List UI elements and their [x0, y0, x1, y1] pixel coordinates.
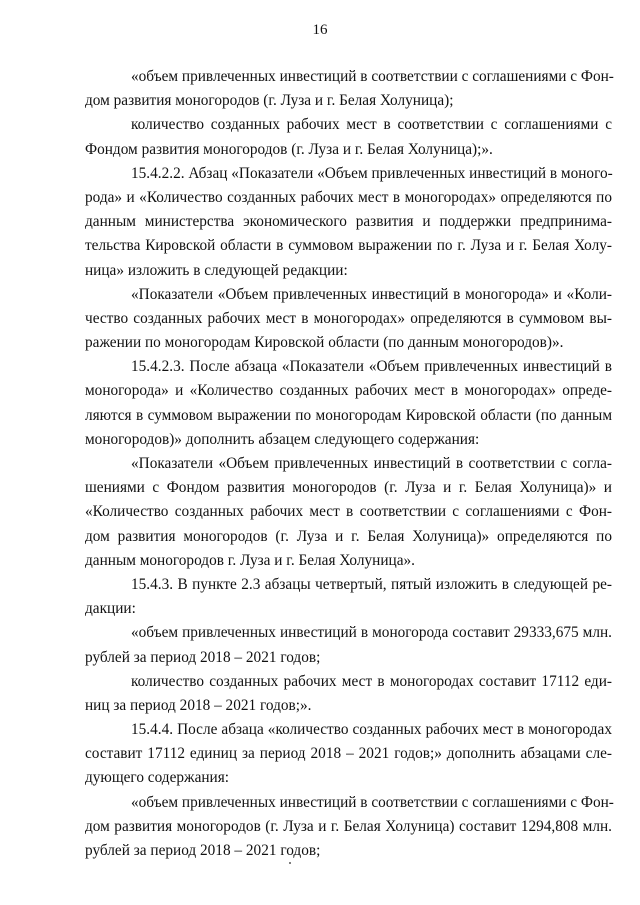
- text-line: «объем привлеченных инвестиций в соответствии с соглашениями с Фон-: [131, 68, 614, 85]
- text-line: дом развития моногородов (г. Луза и г. Белая Холуница)» определяются по: [85, 527, 612, 545]
- text-line: тельства Кировской области в суммовом выражении по г. Луза и г. Белая Холу-: [85, 237, 612, 255]
- text-line: 15.4.4. После абзаца «количество созданных рабочих мест в моногородах: [131, 721, 612, 739]
- text-line: данным министерства экономического развития и поддержки предпринима-: [85, 213, 612, 231]
- text-line: ляются в суммовом выражении по моногородам Кировской области (по данным: [85, 406, 612, 424]
- page-number: 16: [312, 22, 328, 38]
- text-line: ниц за период 2018 – 2021 годов;».: [85, 696, 312, 714]
- text-line: «объем привлеченных инвестиций в соответствии с соглашениями с Фон-: [131, 793, 614, 811]
- text-line: количество созданных рабочих мест в моногородах составит 17112 еди-: [131, 672, 612, 690]
- text-line: дующего содержания:: [85, 769, 230, 787]
- text-line: 15.4.3. В пункте 2.3 абзацы четвертый, пятый изложить в следующей ре-: [131, 575, 612, 593]
- scan-artifact-dot: [289, 862, 291, 864]
- text-line: Фондом развития моногородов (г. Луза и г. Белая Холуница);».: [85, 140, 493, 158]
- text-line: «Показатели «Объем привлеченных инвестиций в соответствии с согла-: [131, 455, 612, 472]
- text-line: моногорода» и «Количество созданных рабочих мест в моногородах» опреде-: [85, 382, 612, 400]
- text-line: данным моногородов г. Луза и г. Белая Холуница».: [85, 551, 415, 569]
- text-line: дом развития моногородов (г. Луза и г. Белая Холуница);: [85, 92, 454, 110]
- text-line: ражении по моногородам Кировской области (по данным моногородов)».: [85, 334, 564, 352]
- text-line: рублей за период 2018 – 2021 годов;: [85, 648, 321, 666]
- document-body: [85, 65, 612, 863]
- text-line: количество созданных рабочих мест в соответствии с соглашениями с: [131, 116, 612, 134]
- text-line: шениями с Фондом развития моногородов (г. Луза и г. Белая Холуница)» и: [85, 479, 612, 497]
- text-line: моногородов)» дополнить абзацем следующего содержания:: [85, 430, 480, 448]
- text-line: 15.4.2.2. Абзац «Показатели «Объем привлеченных инвестиций в моного-: [131, 164, 613, 182]
- text-line: «Показатели «Объем привлеченных инвестиций в моногорода» и «Коли-: [131, 285, 612, 303]
- text-line: дом развития моногородов (г. Луза и г. Белая Холуница) составит 1294,808 млн.: [85, 817, 612, 835]
- text-line: рода» и «Количество созданных рабочих мест в моногородах» определяются по: [85, 188, 612, 206]
- text-line: рублей за период 2018 – 2021 годов;: [85, 842, 321, 859]
- text-line: ница» изложить в следующей редакции:: [85, 261, 348, 279]
- text-line: составит 17112 единиц за период 2018 – 2021 годов;» дополнить абзацами сле-: [85, 745, 612, 763]
- text-line: 15.4.2.3. После абзаца «Показатели «Объем привлеченных инвестиций в: [131, 358, 612, 376]
- text-line: «Количество созданных рабочих мест в соответствии с соглашениями с Фон-: [85, 503, 612, 521]
- text-line: «объем привлеченных инвестиций в моногорода составит 29333,675 млн.: [131, 624, 612, 642]
- text-line: дакции:: [85, 600, 136, 618]
- text-line: чество созданных рабочих мест в моногородах» определяются в суммовом вы-: [85, 309, 612, 327]
